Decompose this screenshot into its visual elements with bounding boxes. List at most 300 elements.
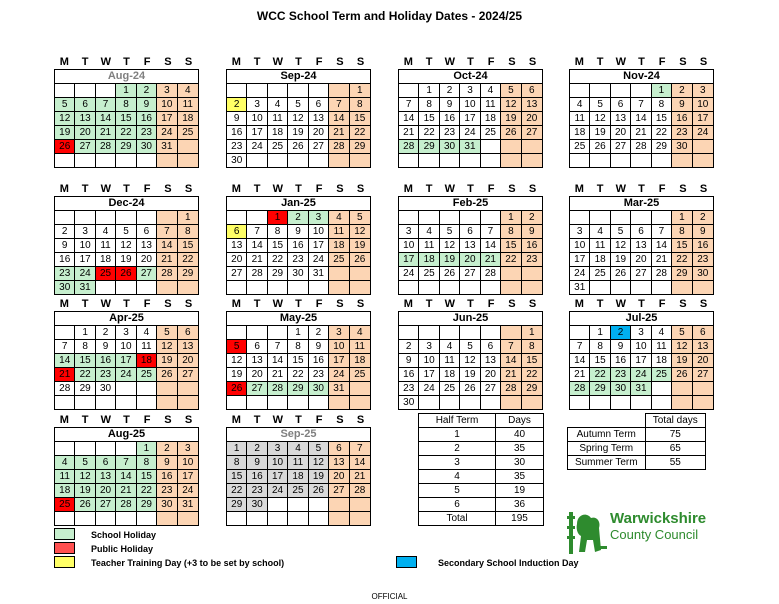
day-grid xyxy=(399,83,542,167)
month-box xyxy=(54,69,199,168)
day-cell: 23 xyxy=(440,125,460,139)
day-cell: 5 xyxy=(590,97,610,111)
weekday-header: M xyxy=(403,298,413,310)
empty-cell xyxy=(419,280,439,294)
day-cell: 14 xyxy=(481,238,501,252)
day-cell: 6 xyxy=(631,224,651,238)
day-cell: 12 xyxy=(227,353,247,367)
term-days: 75 xyxy=(645,428,706,442)
day-cell: 17 xyxy=(329,353,349,367)
empty-cell xyxy=(75,395,95,409)
day-cell: 16 xyxy=(611,353,631,367)
empty-cell xyxy=(329,83,349,97)
term-name: Autumn Term xyxy=(568,428,646,442)
day-cell: 7 xyxy=(570,339,590,353)
day-cell: 30 xyxy=(247,497,267,511)
day-cell: 28 xyxy=(55,381,75,395)
public-holiday-swatch xyxy=(54,542,75,554)
empty-cell xyxy=(611,395,631,409)
weekday-headers xyxy=(54,298,199,311)
day-cell: 29 xyxy=(522,381,542,395)
day-cell: 21 xyxy=(247,252,267,266)
day-cell: 20 xyxy=(75,125,95,139)
day-cell: 20 xyxy=(611,125,631,139)
empty-cell xyxy=(693,395,713,409)
weekday-header: S xyxy=(528,298,537,310)
day-cell: 4 xyxy=(268,97,288,111)
empty-cell xyxy=(268,511,288,525)
empty-cell xyxy=(350,280,370,294)
weekday-header: F xyxy=(658,298,666,310)
day-cell: 22 xyxy=(288,367,308,381)
weekday-headers xyxy=(54,414,199,427)
day-cell: 28 xyxy=(247,266,267,280)
day-cell: 2 xyxy=(137,83,157,97)
empty-cell xyxy=(116,395,136,409)
day-cell: 23 xyxy=(399,381,419,395)
day-cell: 23 xyxy=(288,252,308,266)
day-cell: 11 xyxy=(652,339,672,353)
day-cell: 15 xyxy=(288,353,308,367)
day-cell: 11 xyxy=(96,238,116,252)
day-cell: 10 xyxy=(419,353,439,367)
empty-cell xyxy=(247,153,267,167)
day-cell: 16 xyxy=(96,353,116,367)
empty-cell xyxy=(590,153,610,167)
weekday-header: S xyxy=(184,298,193,310)
day-grid xyxy=(227,83,370,167)
day-cell: 6 xyxy=(329,441,349,455)
day-cell: 18 xyxy=(350,353,370,367)
day-cell: 1 xyxy=(419,83,439,97)
day-cell: 12 xyxy=(590,111,610,125)
day-grid xyxy=(399,325,542,409)
empty-cell xyxy=(247,83,267,97)
day-cell: 16 xyxy=(247,469,267,483)
empty-cell xyxy=(440,325,460,339)
day-cell: 6 xyxy=(227,224,247,238)
day-cell: 7 xyxy=(247,224,267,238)
month-box xyxy=(54,427,199,526)
day-cell: 3 xyxy=(247,97,267,111)
total-label: Total xyxy=(419,512,496,526)
day-cell: 7 xyxy=(96,97,116,111)
day-cell: 21 xyxy=(350,469,370,483)
day-cell: 1 xyxy=(652,83,672,97)
day-cell: 19 xyxy=(75,483,95,497)
day-cell: 15 xyxy=(672,238,692,252)
month-box xyxy=(398,69,543,168)
empty-cell xyxy=(137,153,157,167)
day-cell: 7 xyxy=(116,455,136,469)
day-cell: 23 xyxy=(157,483,177,497)
day-grid xyxy=(399,210,542,294)
day-cell: 30 xyxy=(399,395,419,409)
day-cell: 8 xyxy=(522,339,542,353)
empty-cell xyxy=(652,153,672,167)
day-cell: 16 xyxy=(157,469,177,483)
weekday-header: M xyxy=(403,56,413,68)
day-cell: 20 xyxy=(460,252,480,266)
empty-cell xyxy=(481,139,501,153)
day-cell: 31 xyxy=(631,381,651,395)
day-cell: 29 xyxy=(137,497,157,511)
day-cell: 27 xyxy=(481,381,501,395)
day-cell: 16 xyxy=(440,111,460,125)
day-cell: 11 xyxy=(570,111,590,125)
day-cell: 20 xyxy=(96,483,116,497)
day-cell: 8 xyxy=(288,339,308,353)
empty-cell xyxy=(55,153,75,167)
empty-cell xyxy=(350,511,370,525)
empty-cell xyxy=(309,395,329,409)
public-holiday-label: Public Holiday xyxy=(91,544,154,554)
empty-cell xyxy=(693,280,713,294)
weekday-header: T xyxy=(425,56,433,68)
day-cell: 18 xyxy=(268,125,288,139)
day-cell: 24 xyxy=(399,266,419,280)
empty-cell xyxy=(268,395,288,409)
day-cell: 11 xyxy=(350,339,370,353)
day-cell: 13 xyxy=(481,353,501,367)
empty-cell xyxy=(288,497,308,511)
day-grid xyxy=(227,210,370,294)
day-cell: 3 xyxy=(693,83,713,97)
day-cell: 26 xyxy=(501,125,521,139)
empty-cell xyxy=(227,395,247,409)
empty-cell xyxy=(268,497,288,511)
day-cell: 5 xyxy=(157,325,177,339)
weekday-header: S xyxy=(164,414,172,426)
day-cell: 14 xyxy=(157,238,177,252)
day-cell: 19 xyxy=(501,111,521,125)
empty-cell xyxy=(481,395,501,409)
days-header: Days xyxy=(496,414,544,428)
empty-cell xyxy=(75,441,95,455)
day-cell: 22 xyxy=(178,252,198,266)
day-cell: 10 xyxy=(693,97,713,111)
day-cell: 22 xyxy=(227,483,247,497)
weekday-header: S xyxy=(699,56,708,68)
day-cell: 4 xyxy=(96,224,116,238)
day-cell: 22 xyxy=(522,367,542,381)
day-cell: 18 xyxy=(570,125,590,139)
day-cell: 20 xyxy=(522,111,542,125)
empty-cell xyxy=(116,441,136,455)
day-cell: 7 xyxy=(481,224,501,238)
empty-cell xyxy=(227,325,247,339)
day-cell: 28 xyxy=(157,266,177,280)
weekday-header: M xyxy=(231,298,241,310)
empty-cell xyxy=(227,280,247,294)
day-cell: 12 xyxy=(460,353,480,367)
day-cell: 27 xyxy=(611,139,631,153)
weekday-header: T xyxy=(295,56,302,68)
empty-cell xyxy=(419,325,439,339)
total-days-table xyxy=(567,413,706,470)
empty-cell xyxy=(157,210,177,224)
day-cell: 17 xyxy=(247,125,267,139)
day-cell: 10 xyxy=(329,339,349,353)
empty-cell xyxy=(440,210,460,224)
day-cell: 27 xyxy=(137,266,157,280)
empty-cell xyxy=(652,210,672,224)
day-cell: 20 xyxy=(247,367,267,381)
day-cell: 19 xyxy=(590,125,610,139)
half-term-cell: 6 xyxy=(419,498,496,512)
day-cell: 18 xyxy=(440,367,460,381)
empty-cell xyxy=(350,381,370,395)
weekday-header: F xyxy=(658,183,666,195)
weekday-header: S xyxy=(336,183,344,195)
empty-cell xyxy=(178,153,198,167)
day-cell: 7 xyxy=(501,339,521,353)
day-cell: 21 xyxy=(55,367,75,381)
day-cell: 7 xyxy=(631,97,651,111)
month-box xyxy=(226,196,371,295)
day-cell: 31 xyxy=(75,280,95,294)
weekday-header: S xyxy=(508,56,516,68)
empty-cell xyxy=(116,381,136,395)
weekday-header: F xyxy=(487,56,495,68)
empty-cell xyxy=(501,395,521,409)
day-cell: 26 xyxy=(590,139,610,153)
day-cell: 10 xyxy=(268,455,288,469)
weekday-header: T xyxy=(295,183,302,195)
weekday-header: F xyxy=(315,414,323,426)
day-cell: 17 xyxy=(693,111,713,125)
day-cell: 26 xyxy=(440,266,460,280)
day-cell: 27 xyxy=(247,381,267,395)
empty-cell xyxy=(631,395,651,409)
day-cell: 12 xyxy=(611,238,631,252)
day-cell: 4 xyxy=(137,325,157,339)
month-box xyxy=(54,196,199,295)
day-cell: 3 xyxy=(268,441,288,455)
empty-cell xyxy=(631,210,651,224)
day-cell: 24 xyxy=(693,125,713,139)
month-box xyxy=(398,311,543,410)
day-cell: 13 xyxy=(309,111,329,125)
empty-cell xyxy=(268,280,288,294)
empty-cell xyxy=(460,210,480,224)
month-box xyxy=(54,311,199,410)
day-grid xyxy=(227,325,370,409)
day-cell: 15 xyxy=(419,111,439,125)
day-cell: 17 xyxy=(631,353,651,367)
day-cell: 9 xyxy=(157,455,177,469)
day-cell: 5 xyxy=(460,339,480,353)
weekday-headers xyxy=(398,183,543,196)
term-days: 65 xyxy=(645,442,706,456)
day-cell: 14 xyxy=(570,353,590,367)
weekday-header: W xyxy=(100,56,111,68)
day-cell: 16 xyxy=(137,111,157,125)
weekday-header: F xyxy=(143,183,151,195)
weekday-header: T xyxy=(467,183,474,195)
weekday-header: W xyxy=(615,183,626,195)
empty-cell xyxy=(96,395,116,409)
empty-cell xyxy=(288,395,308,409)
day-cell: 27 xyxy=(96,497,116,511)
weekday-header: T xyxy=(81,414,89,426)
day-cell: 1 xyxy=(672,210,692,224)
empty-cell xyxy=(288,153,308,167)
day-cell: 14 xyxy=(501,353,521,367)
month-title: Sep-24 xyxy=(280,70,317,82)
day-cell: 5 xyxy=(501,83,521,97)
day-cell: 17 xyxy=(309,238,329,252)
day-cell: 13 xyxy=(631,238,651,252)
day-cell: 18 xyxy=(96,252,116,266)
empty-cell xyxy=(570,395,590,409)
total-value: 195 xyxy=(496,512,544,526)
empty-cell xyxy=(96,511,116,525)
month-calendar xyxy=(226,298,371,410)
month-title: Apr-25 xyxy=(109,312,144,324)
day-cell: 22 xyxy=(75,367,95,381)
empty-cell xyxy=(157,381,177,395)
empty-cell xyxy=(288,83,308,97)
day-grid xyxy=(55,83,198,167)
day-cell: 10 xyxy=(399,238,419,252)
empty-cell xyxy=(590,395,610,409)
day-cell: 28 xyxy=(350,483,370,497)
day-cell: 5 xyxy=(440,224,460,238)
day-cell: 13 xyxy=(522,97,542,111)
month-title: Jun-25 xyxy=(452,312,489,324)
weekday-header: S xyxy=(164,56,172,68)
month-title: Aug-24 xyxy=(107,70,146,82)
empty-cell xyxy=(481,210,501,224)
empty-cell xyxy=(440,153,460,167)
day-cell: 21 xyxy=(501,367,521,381)
day-cell: 18 xyxy=(590,252,610,266)
term-days: 55 xyxy=(645,456,706,470)
day-cell: 19 xyxy=(288,125,308,139)
day-cell: 13 xyxy=(96,469,116,483)
day-cell: 21 xyxy=(652,252,672,266)
day-cell: 26 xyxy=(672,367,692,381)
empty-cell xyxy=(460,395,480,409)
day-cell: 30 xyxy=(611,381,631,395)
month-title: Sep-25 xyxy=(280,428,317,440)
day-cell: 16 xyxy=(55,252,75,266)
day-cell: 25 xyxy=(590,266,610,280)
day-cell: 20 xyxy=(693,353,713,367)
weekday-header: F xyxy=(143,56,151,68)
day-cell: 5 xyxy=(116,224,136,238)
day-cell: 4 xyxy=(288,441,308,455)
day-cell: 4 xyxy=(652,325,672,339)
weekday-header: W xyxy=(100,414,111,426)
day-cell: 5 xyxy=(288,97,308,111)
day-cell: 17 xyxy=(399,252,419,266)
day-cell: 2 xyxy=(288,210,308,224)
day-cell: 6 xyxy=(611,97,631,111)
weekday-header: W xyxy=(615,298,626,310)
total-days-header: Total days xyxy=(645,414,706,428)
day-cell: 28 xyxy=(631,139,651,153)
day-cell: 5 xyxy=(672,325,692,339)
weekday-header: T xyxy=(425,183,433,195)
empty-cell xyxy=(522,266,542,280)
day-cell: 30 xyxy=(227,153,247,167)
day-cell: 23 xyxy=(693,252,713,266)
month-title: Dec-24 xyxy=(108,197,145,209)
day-cell: 2 xyxy=(440,83,460,97)
empty-cell xyxy=(611,210,631,224)
month-calendar xyxy=(226,56,371,168)
day-cell: 24 xyxy=(178,483,198,497)
training-day-label: Teacher Training Day (+3 to be set by school) xyxy=(91,558,285,568)
day-cell: 15 xyxy=(227,469,247,483)
month-calendar xyxy=(398,298,543,410)
empty-cell xyxy=(481,280,501,294)
day-cell: 29 xyxy=(350,139,370,153)
day-cell: 17 xyxy=(116,353,136,367)
weekday-header: M xyxy=(231,414,241,426)
empty-cell xyxy=(481,325,501,339)
day-cell: 20 xyxy=(178,353,198,367)
day-cell: 21 xyxy=(399,125,419,139)
day-cell: 22 xyxy=(672,252,692,266)
empty-cell xyxy=(672,153,692,167)
weekday-header: W xyxy=(272,56,283,68)
day-cell: 29 xyxy=(652,139,672,153)
day-cell: 9 xyxy=(399,353,419,367)
empty-cell xyxy=(178,280,198,294)
empty-cell xyxy=(137,395,157,409)
day-cell: 24 xyxy=(268,483,288,497)
day-cell: 15 xyxy=(350,111,370,125)
weekday-header: T xyxy=(253,56,261,68)
day-cell: 6 xyxy=(247,339,267,353)
weekday-header: T xyxy=(81,183,89,195)
day-cell: 4 xyxy=(570,97,590,111)
day-cell: 3 xyxy=(570,224,590,238)
month-calendar xyxy=(226,183,371,295)
day-cell: 15 xyxy=(116,111,136,125)
weekday-headers xyxy=(226,414,371,427)
day-cell: 2 xyxy=(672,83,692,97)
empty-cell xyxy=(590,83,610,97)
empty-cell xyxy=(672,280,692,294)
month-calendar xyxy=(54,56,199,168)
weekday-headers xyxy=(54,183,199,196)
month-title: Jan-25 xyxy=(281,197,316,209)
empty-cell xyxy=(399,325,419,339)
day-cell: 14 xyxy=(247,238,267,252)
month-box xyxy=(226,311,371,410)
day-cell: 13 xyxy=(227,238,247,252)
weekday-header: T xyxy=(123,298,130,310)
empty-cell xyxy=(178,511,198,525)
day-cell: 4 xyxy=(178,83,198,97)
empty-cell xyxy=(350,497,370,511)
empty-cell xyxy=(178,139,198,153)
weekday-header: S xyxy=(356,56,365,68)
day-cell: 28 xyxy=(570,381,590,395)
day-cell: 8 xyxy=(419,97,439,111)
day-cell: 11 xyxy=(481,97,501,111)
day-cell: 16 xyxy=(309,353,329,367)
day-cell: 8 xyxy=(590,339,610,353)
weekday-header: S xyxy=(164,298,172,310)
footer-official: OFFICIAL xyxy=(371,592,408,601)
day-cell: 27 xyxy=(693,367,713,381)
day-cell: 22 xyxy=(116,125,136,139)
